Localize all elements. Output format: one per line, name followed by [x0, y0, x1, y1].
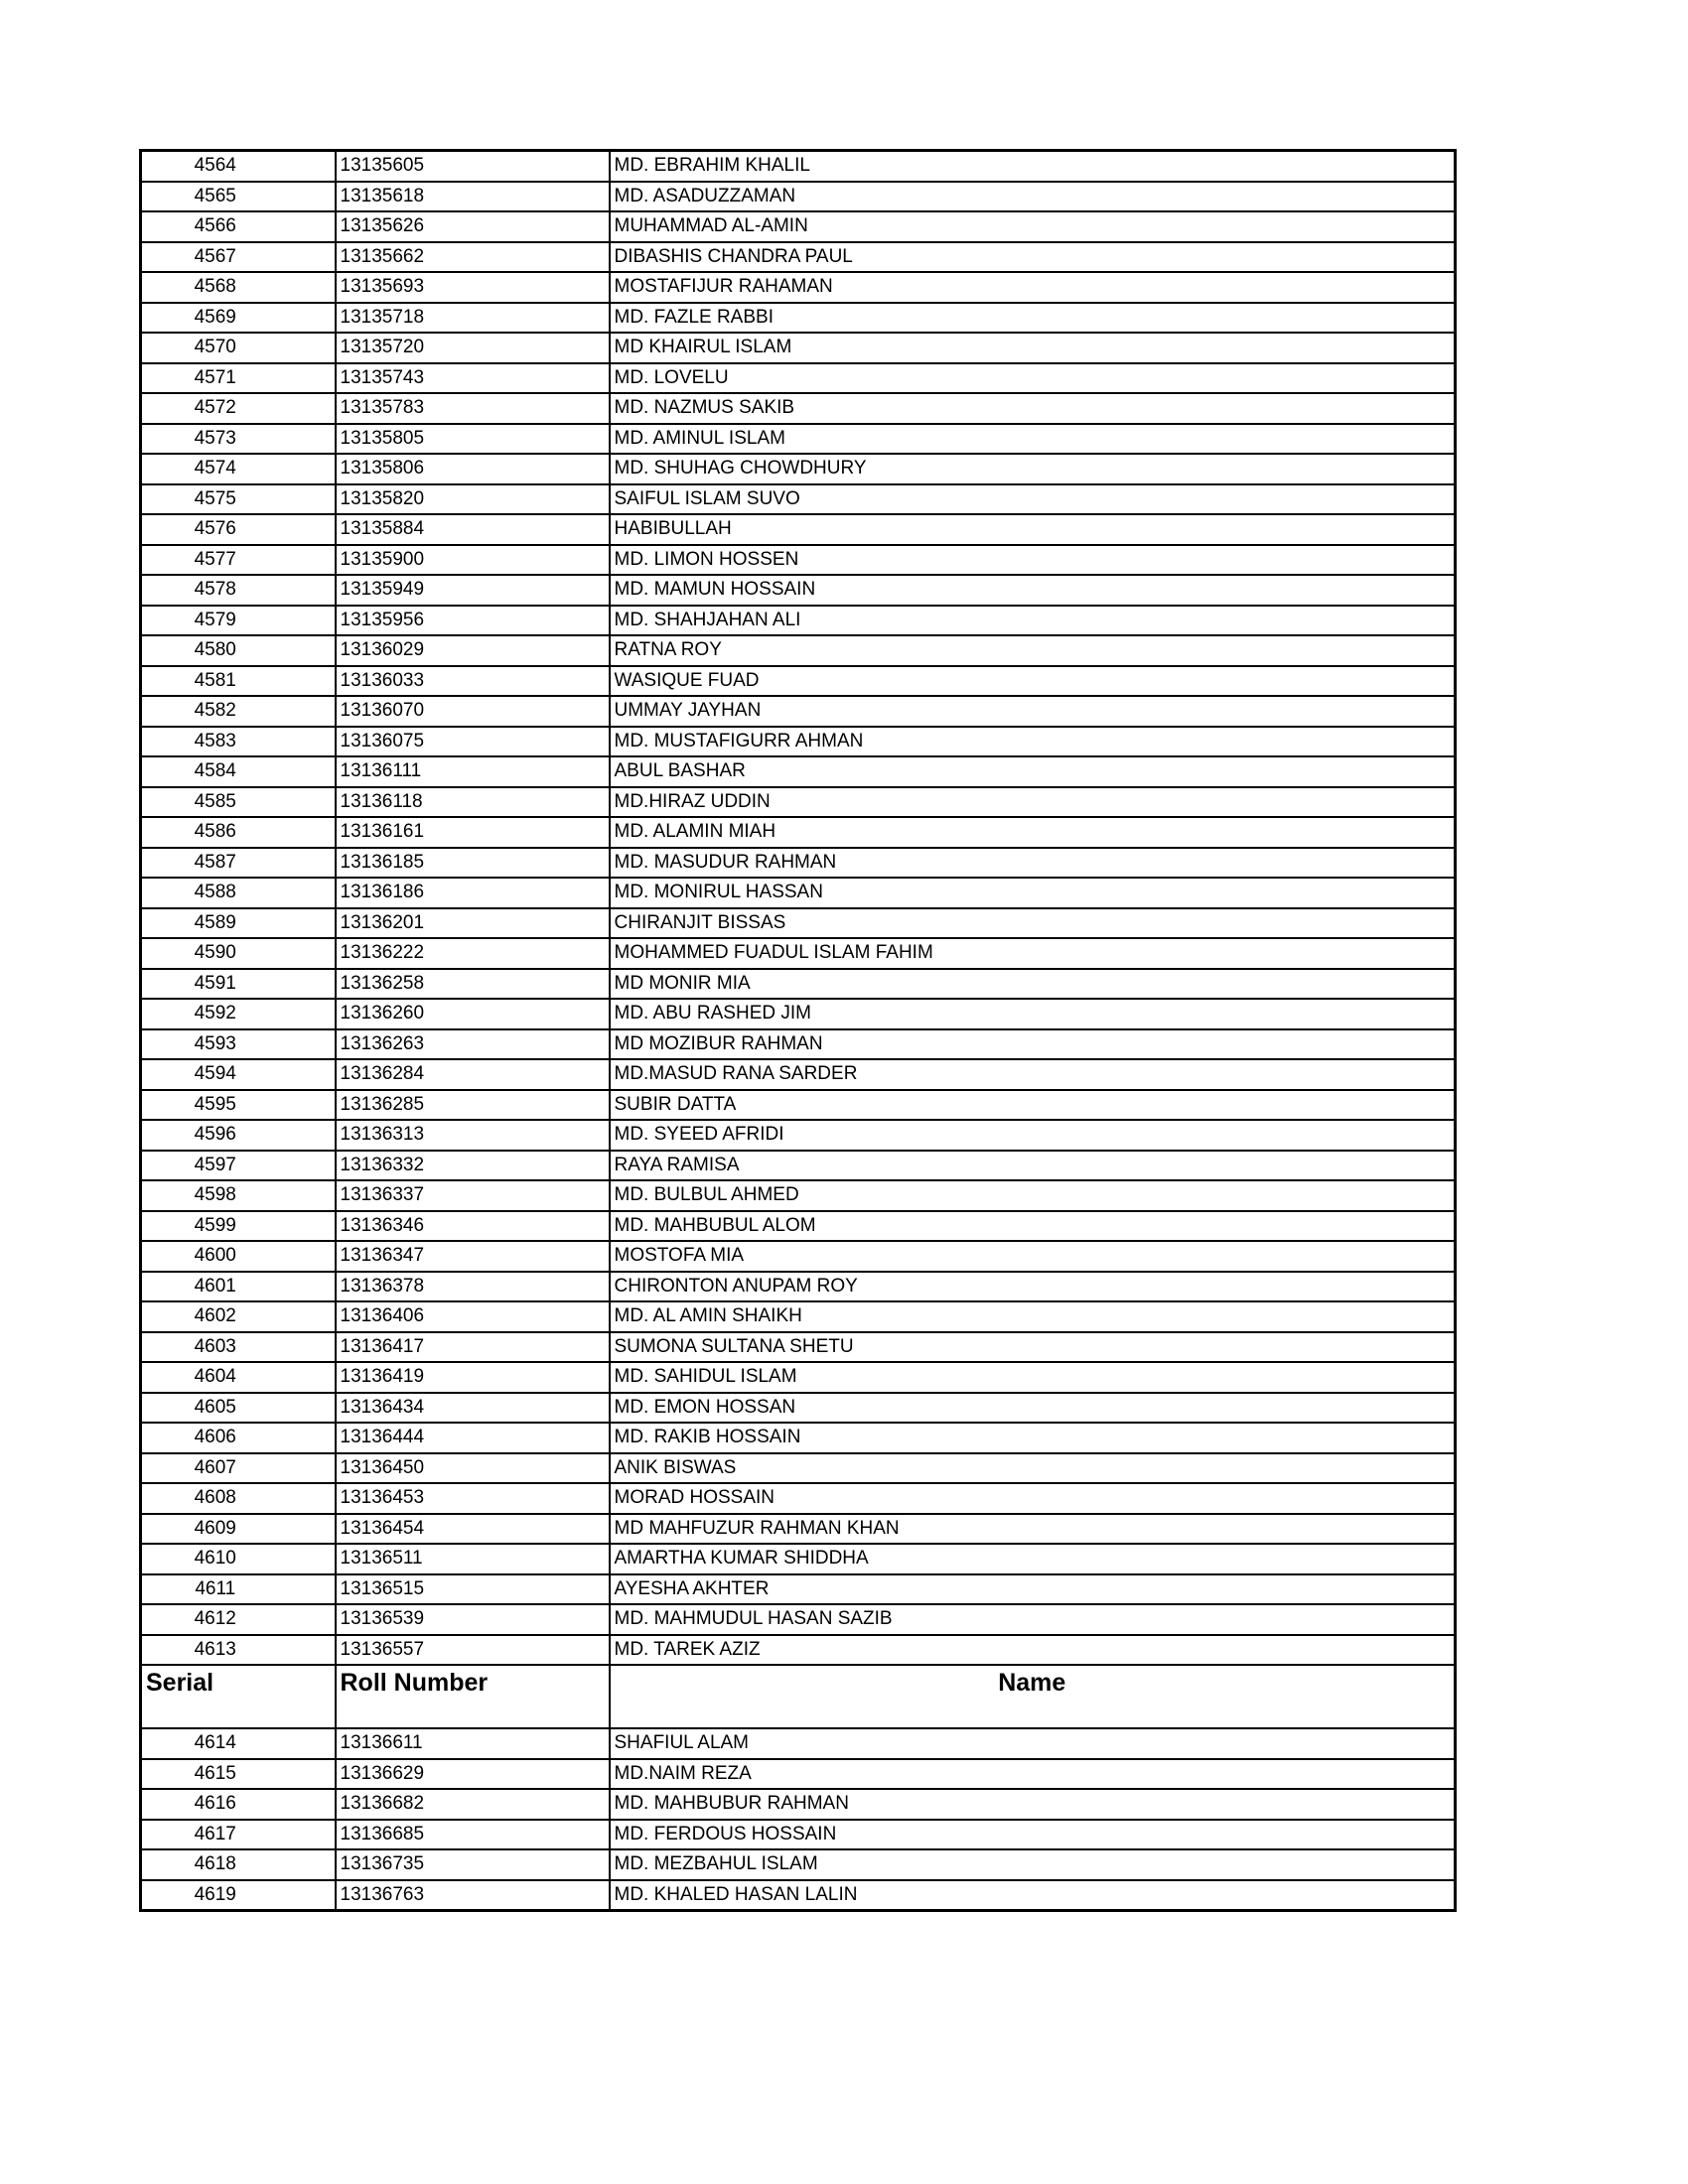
name-cell: RATNA ROY — [610, 635, 1456, 666]
table-row — [141, 1241, 1456, 1272]
roll-number-cell: 13136033 — [336, 666, 610, 697]
roll-number-cell: 13135820 — [336, 484, 610, 515]
roll-number-cell: 13135605 — [336, 151, 610, 182]
serial-cell: 4584 — [141, 756, 336, 787]
roll-number-cell: 13135956 — [336, 606, 610, 636]
roll-number-cell: 13136313 — [336, 1120, 610, 1151]
table-row — [141, 1849, 1456, 1880]
serial-cell: 4590 — [141, 938, 336, 969]
serial-cell: 4614 — [141, 1728, 336, 1759]
roll-number-column-header: Roll Number — [336, 1665, 610, 1728]
roll-number-cell: 13136070 — [336, 696, 610, 727]
name-cell: CHIRANJIT BISSAS — [610, 908, 1456, 939]
serial-cell: 4576 — [141, 514, 336, 545]
roster-header-group — [141, 1665, 1456, 1728]
name-cell: MORAD HOSSAIN — [610, 1483, 1456, 1514]
serial-cell: 4594 — [141, 1059, 336, 1090]
table-row — [141, 393, 1456, 424]
serial-cell: 4578 — [141, 575, 336, 606]
table-row — [141, 848, 1456, 879]
name-cell: MD. LOVELU — [610, 363, 1456, 394]
table-row — [141, 424, 1456, 455]
roll-number-cell: 13135805 — [336, 424, 610, 455]
roll-number-cell: 13136406 — [336, 1301, 610, 1332]
table-row — [141, 1151, 1456, 1181]
table-row — [141, 514, 1456, 545]
name-cell: MUHAMMAD AL-AMIN — [610, 211, 1456, 242]
table-row — [141, 1332, 1456, 1363]
serial-cell: 4600 — [141, 1241, 336, 1272]
name-cell: MD. FAZLE RABBI — [610, 303, 1456, 334]
roll-number-cell: 13136763 — [336, 1880, 610, 1911]
table-row — [141, 1362, 1456, 1393]
table-row — [141, 333, 1456, 363]
table-row — [141, 1604, 1456, 1635]
name-cell: ANIK BISWAS — [610, 1453, 1456, 1484]
name-cell: MD. MAHBUBUL ALOM — [610, 1211, 1456, 1242]
roster-table — [139, 149, 1457, 1912]
name-cell: MD. TAREK AZIZ — [610, 1635, 1456, 1666]
name-cell: MD. EBRAHIM KHALIL — [610, 151, 1456, 182]
roll-number-cell: 13136185 — [336, 848, 610, 879]
table-row — [141, 938, 1456, 969]
serial-cell: 4588 — [141, 878, 336, 908]
table-row — [141, 1453, 1456, 1484]
serial-cell: 4598 — [141, 1180, 336, 1211]
table-row — [141, 1759, 1456, 1790]
name-cell: AMARTHA KUMAR SHIDDHA — [610, 1544, 1456, 1574]
roster-body-bottom — [141, 1728, 1456, 1911]
table-row — [141, 1574, 1456, 1605]
serial-cell: 4605 — [141, 1393, 336, 1424]
serial-cell: 4567 — [141, 242, 336, 273]
table-row — [141, 1120, 1456, 1151]
header-row — [141, 1665, 1456, 1728]
name-cell: MD.MASUD RANA SARDER — [610, 1059, 1456, 1090]
table-row — [141, 1059, 1456, 1090]
serial-cell: 4612 — [141, 1604, 336, 1635]
serial-cell: 4599 — [141, 1211, 336, 1242]
serial-column-header: Serial — [141, 1665, 336, 1728]
name-cell: MD. SHAHJAHAN ALI — [610, 606, 1456, 636]
roll-number-cell: 13136075 — [336, 727, 610, 757]
name-cell: MD. MONIRUL HASSAN — [610, 878, 1456, 908]
serial-cell: 4608 — [141, 1483, 336, 1514]
name-cell: MD. MAMUN HOSSAIN — [610, 575, 1456, 606]
name-cell: HABIBULLAH — [610, 514, 1456, 545]
serial-cell: 4575 — [141, 484, 336, 515]
serial-cell: 4579 — [141, 606, 336, 636]
table-row — [141, 878, 1456, 908]
name-cell: MOHAMMED FUADUL ISLAM FAHIM — [610, 938, 1456, 969]
roll-number-cell: 13135718 — [336, 303, 610, 334]
roll-number-cell: 13136346 — [336, 1211, 610, 1242]
serial-cell: 4593 — [141, 1029, 336, 1060]
serial-cell: 4589 — [141, 908, 336, 939]
serial-cell: 4613 — [141, 1635, 336, 1666]
table-row — [141, 1180, 1456, 1211]
serial-cell: 4615 — [141, 1759, 336, 1790]
name-cell: DIBASHIS CHANDRA PAUL — [610, 242, 1456, 273]
table-row — [141, 484, 1456, 515]
serial-cell: 4572 — [141, 393, 336, 424]
name-cell: WASIQUE FUAD — [610, 666, 1456, 697]
roll-number-cell: 13136260 — [336, 999, 610, 1029]
table-row — [141, 635, 1456, 666]
name-cell: MD. ABU RASHED JIM — [610, 999, 1456, 1029]
table-row — [141, 242, 1456, 273]
serial-cell: 4570 — [141, 333, 336, 363]
serial-cell: 4595 — [141, 1090, 336, 1121]
name-column-header: Name — [610, 1665, 1456, 1728]
name-cell: SHAFIUL ALAM — [610, 1728, 1456, 1759]
serial-cell: 4585 — [141, 787, 336, 818]
roll-number-cell: 13136735 — [336, 1849, 610, 1880]
name-cell: MD. SAHIDUL ISLAM — [610, 1362, 1456, 1393]
roll-number-cell: 13136258 — [336, 969, 610, 1000]
roll-number-cell: 13136222 — [336, 938, 610, 969]
name-cell: MD MOZIBUR RAHMAN — [610, 1029, 1456, 1060]
roll-number-cell: 13136284 — [336, 1059, 610, 1090]
table-row — [141, 727, 1456, 757]
serial-cell: 4606 — [141, 1423, 336, 1453]
roll-number-cell: 13136685 — [336, 1820, 610, 1850]
table-row — [141, 969, 1456, 1000]
name-cell: MD. SHUHAG CHOWDHURY — [610, 454, 1456, 484]
table-row — [141, 272, 1456, 303]
roster-sheet — [139, 149, 1454, 1912]
name-cell: UMMAY JAYHAN — [610, 696, 1456, 727]
serial-cell: 4601 — [141, 1272, 336, 1302]
roll-number-cell: 13136682 — [336, 1789, 610, 1820]
roll-number-cell: 13136453 — [336, 1483, 610, 1514]
roll-number-cell: 13135693 — [336, 272, 610, 303]
serial-cell: 4591 — [141, 969, 336, 1000]
name-cell: MD.HIRAZ UDDIN — [610, 787, 1456, 818]
table-row — [141, 1301, 1456, 1332]
table-row — [141, 908, 1456, 939]
table-row — [141, 363, 1456, 394]
serial-cell: 4581 — [141, 666, 336, 697]
serial-cell: 4583 — [141, 727, 336, 757]
serial-cell: 4596 — [141, 1120, 336, 1151]
roll-number-cell: 13136111 — [336, 756, 610, 787]
serial-cell: 4611 — [141, 1574, 336, 1605]
roll-number-cell: 13136417 — [336, 1332, 610, 1363]
roll-number-cell: 13136454 — [336, 1514, 610, 1545]
name-cell: MD. MASUDUR RAHMAN — [610, 848, 1456, 879]
table-row — [141, 756, 1456, 787]
name-cell: AYESHA AKHTER — [610, 1574, 1456, 1605]
roll-number-cell: 13136161 — [336, 817, 610, 848]
serial-cell: 4574 — [141, 454, 336, 484]
roll-number-cell: 13135626 — [336, 211, 610, 242]
roll-number-cell: 13136347 — [336, 1241, 610, 1272]
roll-number-cell: 13136511 — [336, 1544, 610, 1574]
serial-cell: 4582 — [141, 696, 336, 727]
name-cell: CHIRONTON ANUPAM ROY — [610, 1272, 1456, 1302]
roster-body-top — [141, 151, 1456, 1666]
roll-number-cell: 13136434 — [336, 1393, 610, 1424]
roll-number-cell: 13135720 — [336, 333, 610, 363]
name-cell: MD. AL AMIN SHAIKH — [610, 1301, 1456, 1332]
roll-number-cell: 13135743 — [336, 363, 610, 394]
name-cell: MD. EMON HOSSAN — [610, 1393, 1456, 1424]
table-row — [141, 1272, 1456, 1302]
name-cell: MD.NAIM REZA — [610, 1759, 1456, 1790]
roll-number-cell: 13136263 — [336, 1029, 610, 1060]
roll-number-cell: 13135949 — [336, 575, 610, 606]
name-cell: MD. LIMON HOSSEN — [610, 545, 1456, 576]
table-row — [141, 1789, 1456, 1820]
table-row — [141, 1635, 1456, 1666]
name-cell: ABUL BASHAR — [610, 756, 1456, 787]
serial-cell: 4573 — [141, 424, 336, 455]
name-cell: MOSTOFA MIA — [610, 1241, 1456, 1272]
table-row — [141, 787, 1456, 818]
serial-cell: 4577 — [141, 545, 336, 576]
table-row — [141, 666, 1456, 697]
table-row — [141, 1728, 1456, 1759]
roll-number-cell: 13136332 — [336, 1151, 610, 1181]
table-row — [141, 999, 1456, 1029]
name-cell: MD. BULBUL AHMED — [610, 1180, 1456, 1211]
name-cell: MD. SYEED AFRIDI — [610, 1120, 1456, 1151]
serial-cell: 4571 — [141, 363, 336, 394]
roll-number-cell: 13135900 — [336, 545, 610, 576]
serial-cell: 4604 — [141, 1362, 336, 1393]
table-row — [141, 1029, 1456, 1060]
serial-cell: 4597 — [141, 1151, 336, 1181]
serial-cell: 4609 — [141, 1514, 336, 1545]
name-cell: MD. MEZBAHUL ISLAM — [610, 1849, 1456, 1880]
name-cell: MOSTAFIJUR RAHAMAN — [610, 272, 1456, 303]
name-cell: MD MAHFUZUR RAHMAN KHAN — [610, 1514, 1456, 1545]
name-cell: MD. FERDOUS HOSSAIN — [610, 1820, 1456, 1850]
serial-cell: 4610 — [141, 1544, 336, 1574]
table-row — [141, 1820, 1456, 1850]
serial-cell: 4568 — [141, 272, 336, 303]
roll-number-cell: 13135884 — [336, 514, 610, 545]
name-cell: MD MONIR MIA — [610, 969, 1456, 1000]
table-row — [141, 575, 1456, 606]
roll-number-cell: 13136450 — [336, 1453, 610, 1484]
serial-cell: 4617 — [141, 1820, 336, 1850]
table-row — [141, 606, 1456, 636]
roll-number-cell: 13136557 — [336, 1635, 610, 1666]
roll-number-cell: 13136419 — [336, 1362, 610, 1393]
serial-cell: 4566 — [141, 211, 336, 242]
roll-number-cell: 13135662 — [336, 242, 610, 273]
table-row — [141, 182, 1456, 212]
roll-number-cell: 13136378 — [336, 1272, 610, 1302]
name-cell: MD. MUSTAFIGURR AHMAN — [610, 727, 1456, 757]
roll-number-cell: 13136029 — [336, 635, 610, 666]
name-cell: MD. NAZMUS SAKIB — [610, 393, 1456, 424]
serial-cell: 4607 — [141, 1453, 336, 1484]
name-cell: MD. RAKIB HOSSAIN — [610, 1423, 1456, 1453]
table-row — [141, 545, 1456, 576]
roll-number-cell: 13136444 — [336, 1423, 610, 1453]
name-cell: MD. MAHBUBUR RAHMAN — [610, 1789, 1456, 1820]
name-cell: SAIFUL ISLAM SUVO — [610, 484, 1456, 515]
table-row — [141, 1423, 1456, 1453]
table-row — [141, 211, 1456, 242]
serial-cell: 4603 — [141, 1332, 336, 1363]
roll-number-cell: 13136629 — [336, 1759, 610, 1790]
serial-cell: 4616 — [141, 1789, 336, 1820]
table-row — [141, 1880, 1456, 1911]
serial-cell: 4592 — [141, 999, 336, 1029]
table-row — [141, 1211, 1456, 1242]
table-row — [141, 817, 1456, 848]
roll-number-cell: 13135783 — [336, 393, 610, 424]
table-row — [141, 1514, 1456, 1545]
serial-cell: 4586 — [141, 817, 336, 848]
serial-cell: 4587 — [141, 848, 336, 879]
name-cell: MD. ALAMIN MIAH — [610, 817, 1456, 848]
serial-cell: 4565 — [141, 182, 336, 212]
table-row — [141, 151, 1456, 182]
roll-number-cell: 13135806 — [336, 454, 610, 484]
name-cell: MD. ASADUZZAMAN — [610, 182, 1456, 212]
table-row — [141, 1483, 1456, 1514]
roll-number-cell: 13136118 — [336, 787, 610, 818]
name-cell: MD KHAIRUL ISLAM — [610, 333, 1456, 363]
table-row — [141, 1090, 1456, 1121]
serial-cell: 4564 — [141, 151, 336, 182]
name-cell: SUMONA SULTANA SHETU — [610, 1332, 1456, 1363]
roll-number-cell: 13136337 — [336, 1180, 610, 1211]
table-row — [141, 454, 1456, 484]
roll-number-cell: 13136611 — [336, 1728, 610, 1759]
name-cell: MD. KHALED HASAN LALIN — [610, 1880, 1456, 1911]
table-row — [141, 1393, 1456, 1424]
name-cell: MD. AMINUL ISLAM — [610, 424, 1456, 455]
roll-number-cell: 13136515 — [336, 1574, 610, 1605]
table-row — [141, 1544, 1456, 1574]
name-cell: SUBIR DATTA — [610, 1090, 1456, 1121]
name-cell: MD. MAHMUDUL HASAN SAZIB — [610, 1604, 1456, 1635]
table-row — [141, 303, 1456, 334]
serial-cell: 4569 — [141, 303, 336, 334]
roll-number-cell: 13136285 — [336, 1090, 610, 1121]
serial-cell: 4618 — [141, 1849, 336, 1880]
name-cell: RAYA RAMISA — [610, 1151, 1456, 1181]
roll-number-cell: 13136539 — [336, 1604, 610, 1635]
roll-number-cell: 13136186 — [336, 878, 610, 908]
table-row — [141, 696, 1456, 727]
serial-cell: 4602 — [141, 1301, 336, 1332]
serial-cell: 4580 — [141, 635, 336, 666]
serial-cell: 4619 — [141, 1880, 336, 1911]
roll-number-cell: 13135618 — [336, 182, 610, 212]
roll-number-cell: 13136201 — [336, 908, 610, 939]
